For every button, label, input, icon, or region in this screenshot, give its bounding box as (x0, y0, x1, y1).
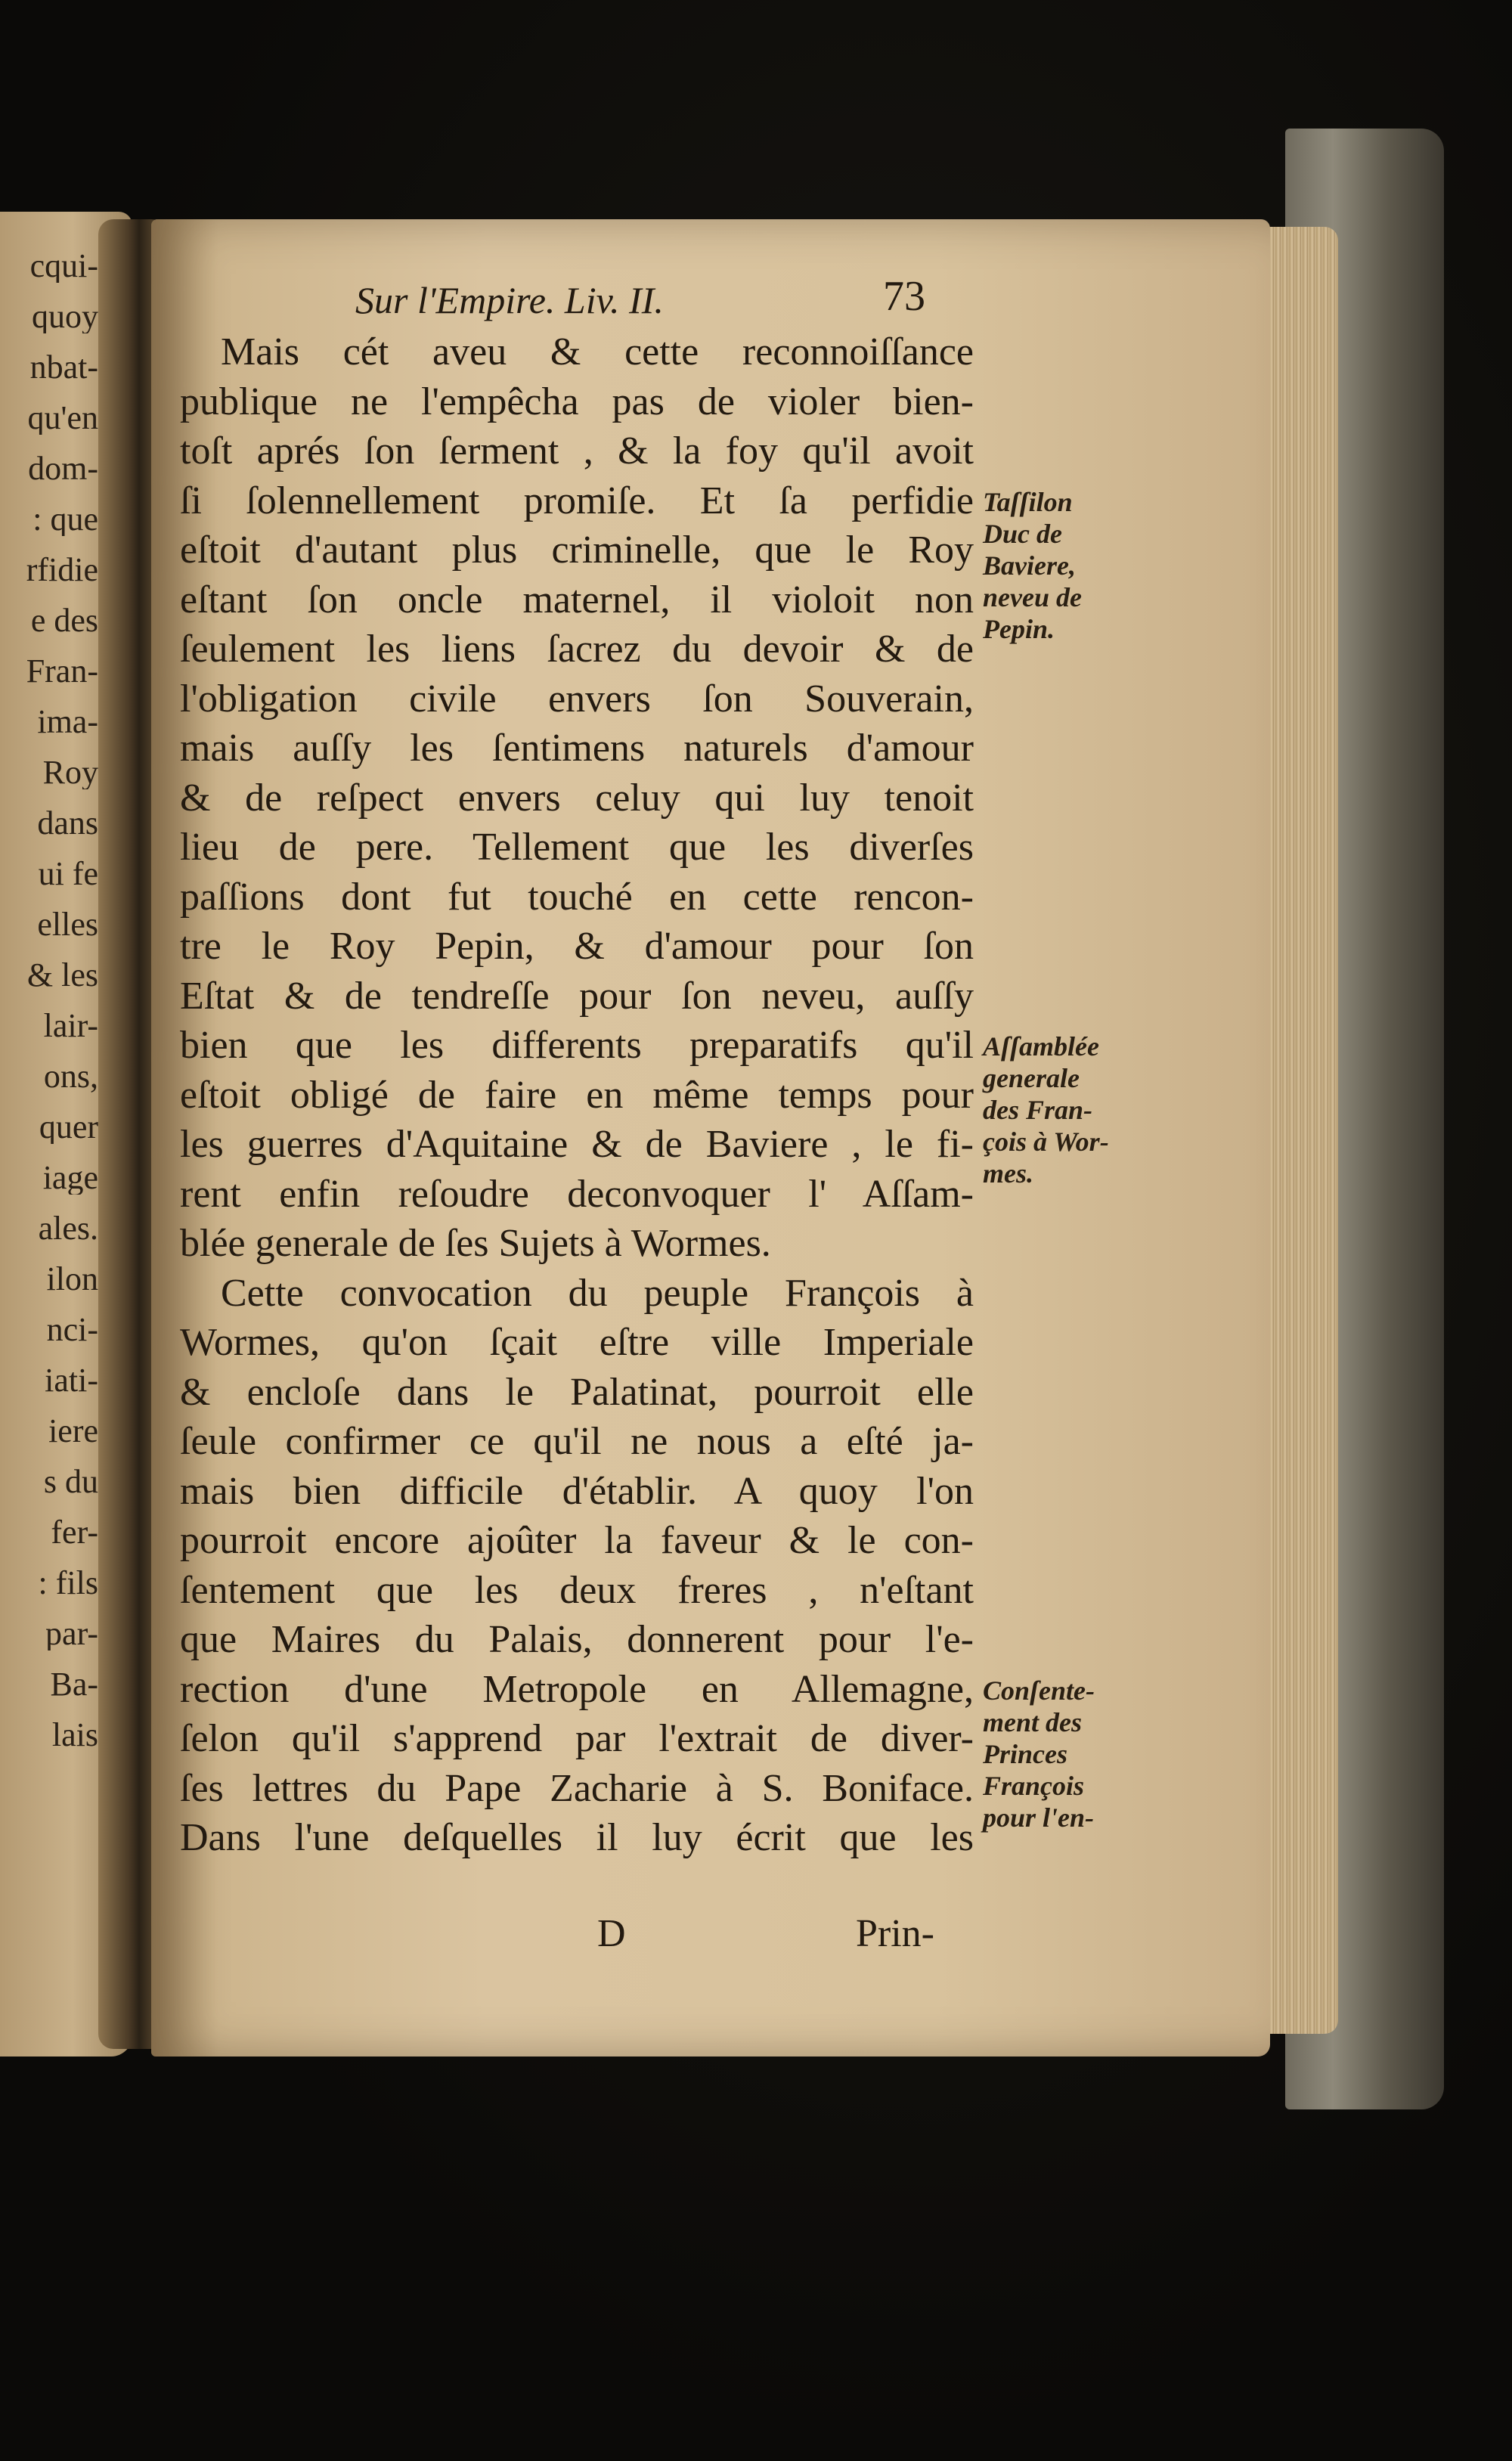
catchword: Prin- (856, 1912, 934, 1955)
left-page-fragment: lair- (43, 1009, 98, 1043)
left-page-fragment: nci- (46, 1313, 98, 1347)
left-page-fragment: ima- (37, 705, 98, 739)
left-page-fragment: fer- (51, 1516, 98, 1549)
text-line: tre le Roy Pepin, & d'amour pour ſon (180, 925, 974, 968)
left-page-fragment: dom- (28, 452, 98, 485)
text-line: ſeule confirmer ce qu'il ne nous a eſté ja- (180, 1420, 974, 1463)
left-page-fragment: lais (51, 1719, 98, 1752)
text-line: Dans l'une deſquelles il luy écrit que les (180, 1816, 974, 1859)
text-line: paſſions dont fut touché en cette rencon- (180, 875, 974, 919)
left-page-fragment: quoy (32, 300, 98, 333)
page-number: 73 (883, 273, 925, 320)
text-line: eſtoit obligé de faire en même temps pour (180, 1073, 974, 1117)
signature-mark: D (597, 1912, 626, 1955)
left-page-fragment: rfidie (26, 553, 98, 587)
text-line: pourroit encore ajoûter la faveur & le con- (180, 1519, 974, 1562)
text-line: bien que les differents preparatifs qu'il (180, 1024, 974, 1067)
text-line: mais bien difficile d'établir. A quoy l'on (180, 1469, 974, 1513)
left-page-fragment: iere (48, 1415, 98, 1448)
text-line: blée generale de ſes Sujets à Wormes. (180, 1222, 771, 1265)
text-line: lieu de pere. Tellement que les diverſes (180, 826, 974, 869)
text-line: rection d'une Metropole en Allemagne, (180, 1667, 974, 1711)
margin-note: Taſſilon Duc de Baviere, neveu de Pepin. (983, 486, 1082, 644)
text-line: ſi ſolennellement promiſe. Et ſa perfidie (180, 479, 974, 522)
left-page-fragment: ui fe (38, 857, 98, 891)
running-title: Sur l'Empire. Liv. II. (355, 279, 664, 321)
text-line: & de reſpect envers celuy qui luy tenoit (180, 776, 974, 820)
text-line: publique ne l'empêcha pas de violer bien- (180, 380, 974, 423)
left-page-fragment: s du (43, 1465, 98, 1499)
left-page-fragment: iage (42, 1161, 98, 1195)
left-page-fragment: cqui- (29, 250, 98, 283)
left-page-fragment: iati- (45, 1364, 98, 1397)
left-page-fragment: nbat- (29, 351, 98, 384)
text-line: & encloſe dans le Palatinat, pourroit elle (180, 1370, 974, 1414)
text-line: les guerres d'Aquitaine & de Baviere , le fi- (180, 1123, 974, 1166)
left-page-fragment: : que (33, 503, 98, 536)
text-line: ſes lettres du Pape Zacharie à S. Boniface. (180, 1766, 974, 1810)
text-line: l'obligation civile envers ſon Souverain, (180, 677, 974, 721)
left-page-fragment: quer (39, 1111, 98, 1144)
text-line: Mais cét aveu & cette reconnoiſſance (221, 330, 974, 373)
text-line: ſeulement les liens ſacrez du devoir & de (180, 628, 974, 671)
left-page-fragment: : fils (38, 1567, 98, 1600)
text-line: eſtoit d'autant plus criminelle, que le Roy (180, 528, 974, 572)
left-page-fragment: Ba- (50, 1668, 98, 1701)
text-line: que Maires du Palais, donnerent pour l'e- (180, 1618, 974, 1661)
left-page-fragment: ilon (46, 1263, 98, 1296)
left-page-fragment: & les (26, 959, 98, 992)
text-line: eſtant ſon oncle maternel, il violoit non (180, 578, 974, 621)
text-line: ſentement que les deux freres , n'eſtant (180, 1568, 974, 1612)
text-line: rent enfin reſoudre deconvoquer l' Aſſam- (180, 1172, 974, 1216)
left-page-fragment: ales. (38, 1212, 98, 1245)
margin-note: Conſente- ment des Princes François pour l'en- (983, 1675, 1095, 1833)
left-page-fragment: Fran- (26, 655, 98, 688)
margin-note: Aſſamblée generale des Fran- çois à Wor- mes. (983, 1031, 1109, 1189)
left-page-fragment: par- (45, 1617, 98, 1650)
left-page-fragment: Roy (42, 756, 98, 789)
left-page-fragment: elles (37, 908, 98, 941)
left-page-fragment: ons, (43, 1060, 98, 1093)
text-line: Cette convocation du peuple François à (221, 1271, 974, 1315)
left-page-fragment: qu'en (27, 401, 98, 435)
text-line: Eſtat & de tendreſſe pour ſon neveu, auſſy (180, 974, 974, 1018)
left-page-fragment: dans (37, 807, 98, 840)
text-line: Wormes, qu'on ſçait eſtre ville Imperiale (180, 1321, 974, 1364)
text-line: mais auſſy les ſentimens naturels d'amour (180, 727, 974, 770)
text-line: ſelon qu'il s'apprend par l'extrait de diver- (180, 1717, 974, 1760)
left-page-fragment: e des (30, 604, 98, 637)
text-line: toſt aprés ſon ſerment , & la foy qu'il avoit (180, 429, 974, 473)
